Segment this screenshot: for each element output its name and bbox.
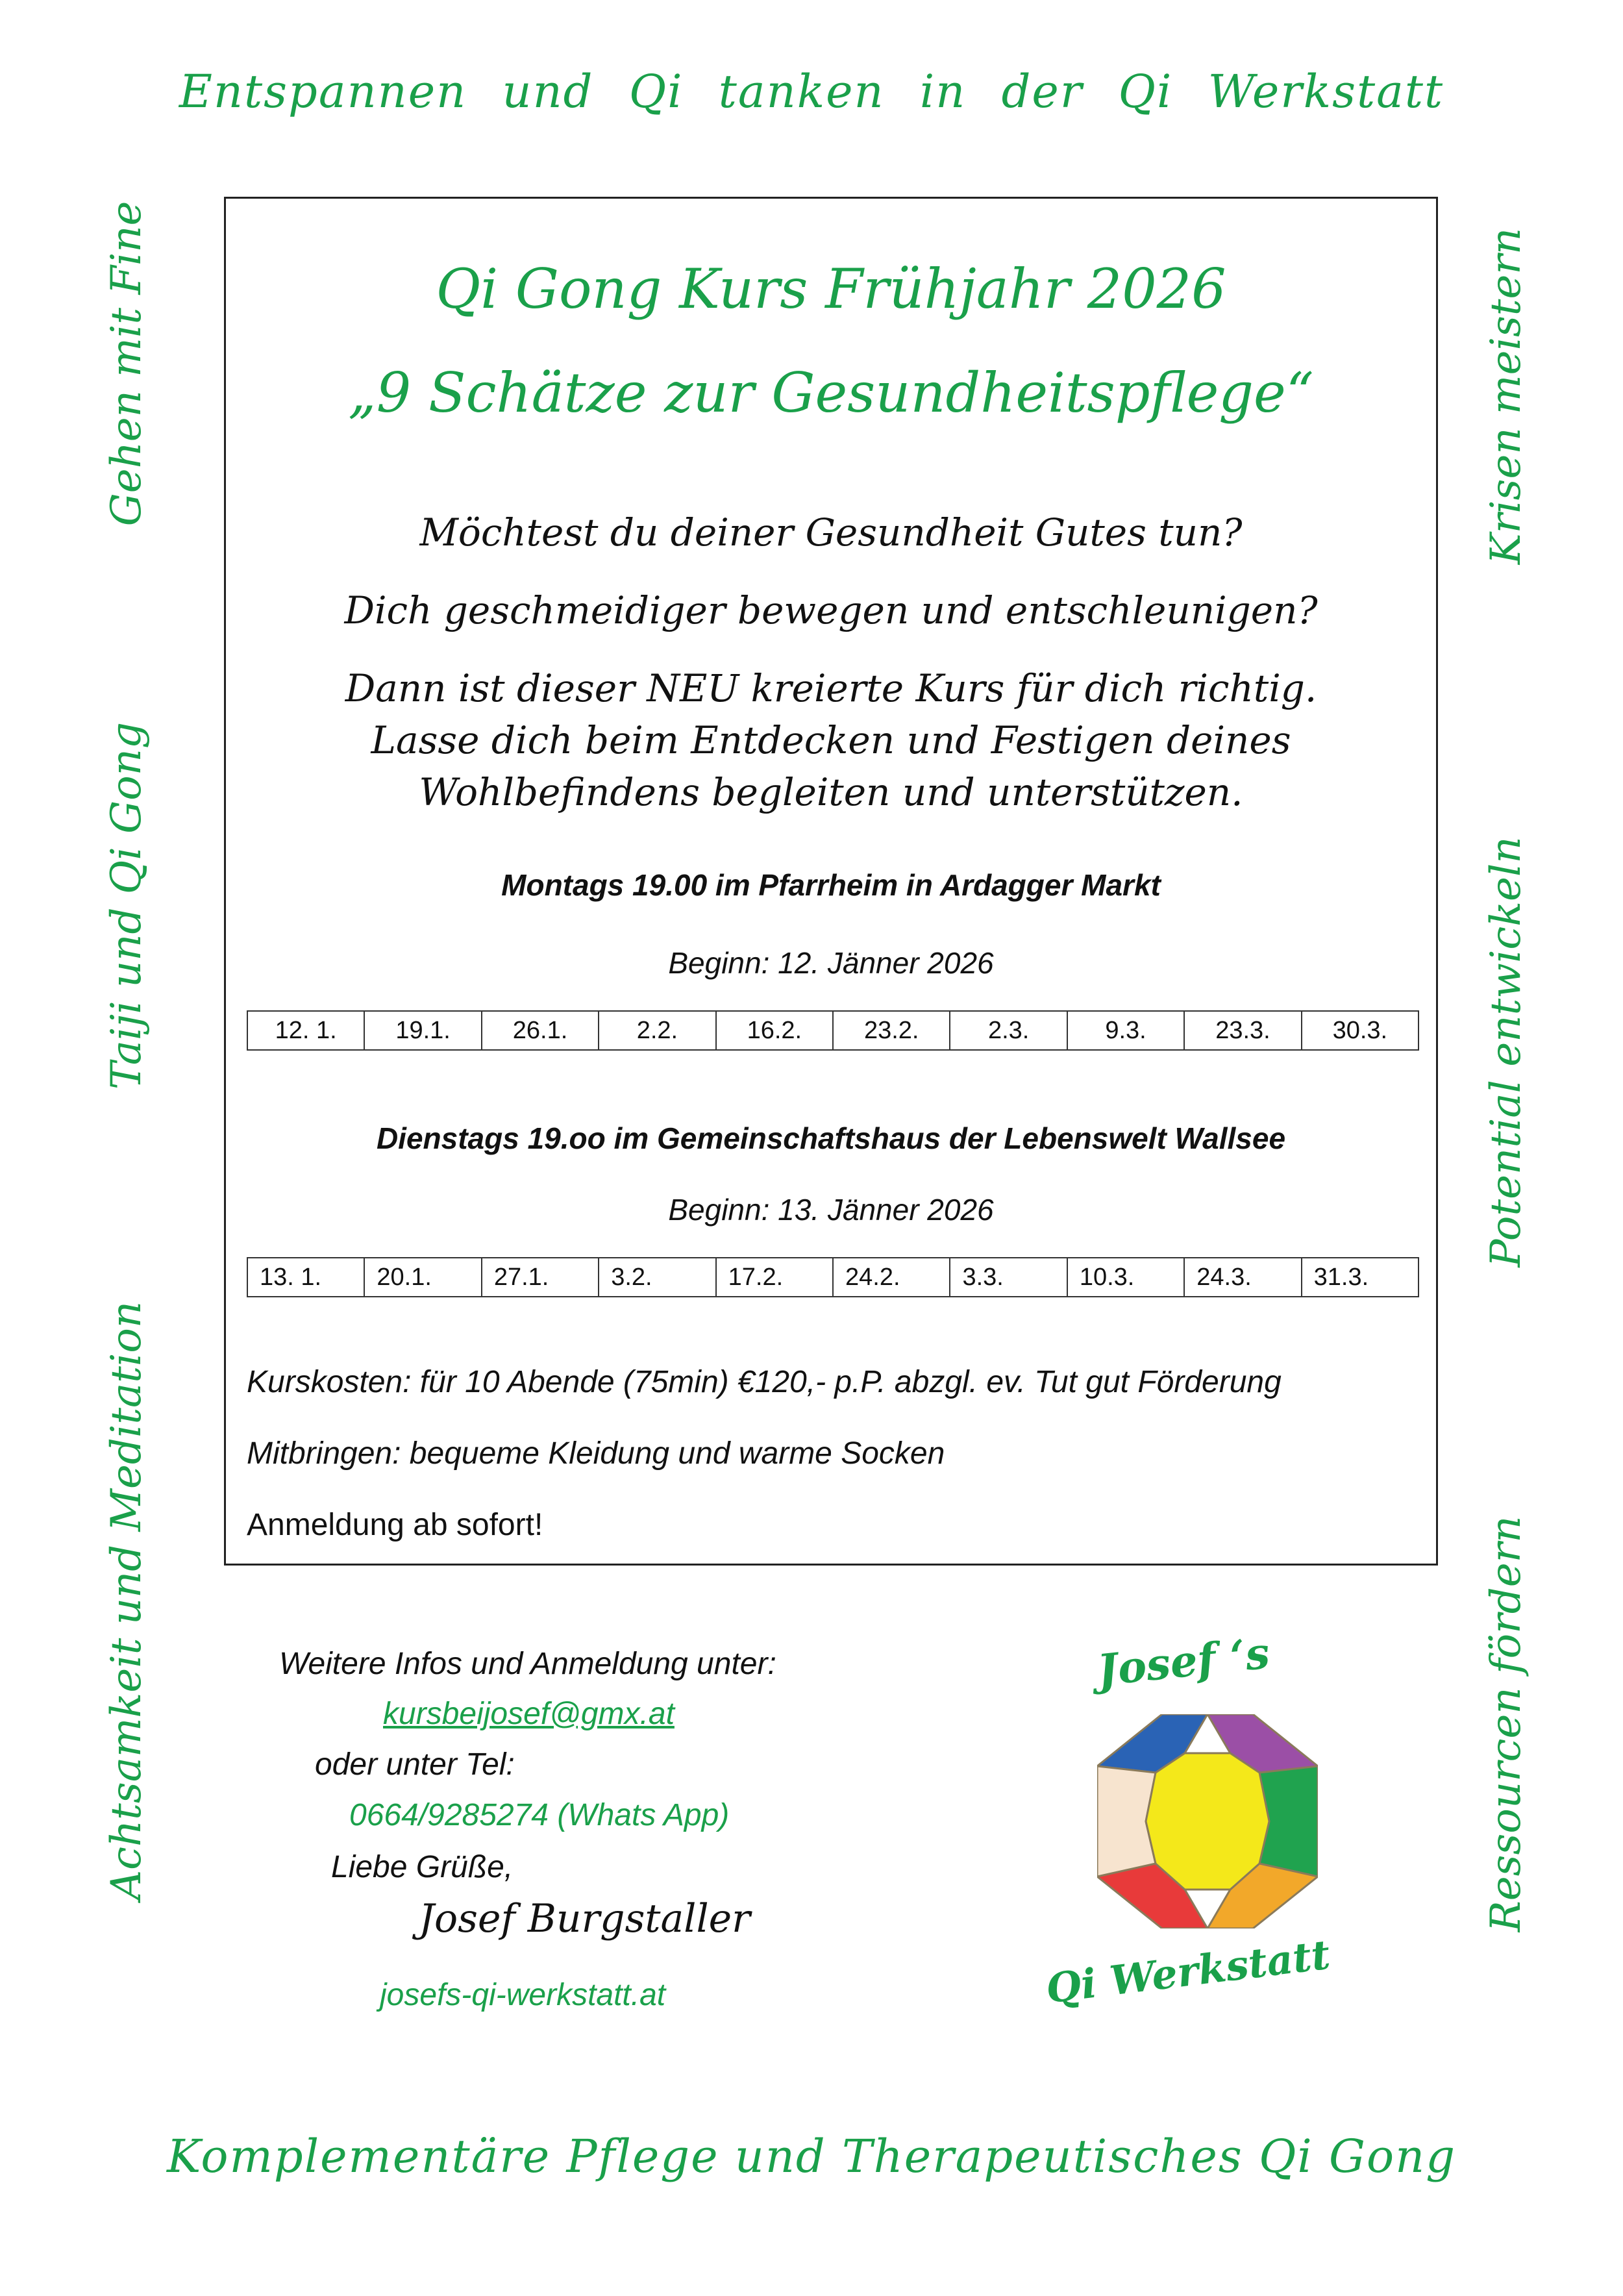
monday-dates-table <box>247 1010 1419 1051</box>
course-info-box <box>224 197 1438 1566</box>
tuesday-date-cell: 24.3. <box>1185 1258 1302 1296</box>
monday-date-cell: 9.3. <box>1068 1012 1185 1049</box>
tuesday-date-cell: 3.3. <box>950 1258 1067 1296</box>
monday-begin: Beginn: 12. Jänner 2026 <box>668 946 994 980</box>
registration-note: Anmeldung ab sofort! <box>247 1508 543 1542</box>
monday-date-cell: 16.2. <box>717 1012 834 1049</box>
bring-items: Mitbringen: bequeme Kleidung und warme Socken <box>247 1436 945 1471</box>
side-text-right-bottom: Ressourcen fördern <box>1482 1516 1530 1932</box>
monday-date-cell: 23.2. <box>834 1012 950 1049</box>
tuesday-date-cell: 27.1. <box>482 1258 599 1296</box>
logo-segment-yellow <box>1146 1753 1269 1890</box>
monday-date-cell: 2.2. <box>599 1012 716 1049</box>
tuesday-date-cell: 24.2. <box>834 1258 950 1296</box>
tuesday-title: Dienstags 19.oo im Gemeinschaftshaus der Lebenswelt Wallsee <box>376 1121 1286 1155</box>
course-title: Qi Gong Kurs Frühjahr 2026 <box>436 257 1226 321</box>
hexagon-logo-icon <box>1097 1714 1318 1928</box>
tuesday-date-cell: 31.3. <box>1313 1263 1369 1291</box>
contact-intro: Weitere Infos und Anmeldung unter: <box>279 1647 776 1681</box>
greeting: Liebe Grüße, <box>331 1850 514 1884</box>
tuesday-begin: Beginn: 13. Jänner 2026 <box>668 1193 994 1227</box>
tuesday-dates-table <box>247 1257 1419 1297</box>
side-text-right-middle: Potential entwickeln <box>1482 836 1530 1267</box>
top-banner: Entspannen und Qi tanken in der Qi Werkstatt <box>179 65 1444 118</box>
tuesday-date-cell: 20.1. <box>365 1258 482 1296</box>
monday-date-cell: 26.1. <box>482 1012 599 1049</box>
bottom-banner: Komplementäre Pflege und Therapeutisches Qi Gong <box>167 2130 1456 2183</box>
website-link[interactable]: josefs-qi-werkstatt.at <box>380 1978 666 2012</box>
phone-intro: oder unter Tel: <box>315 1747 515 1782</box>
side-text-left-middle: Taiji und Qi Gong <box>103 722 151 1090</box>
tuesday-date-cell: 10.3. <box>1068 1258 1185 1296</box>
email-link[interactable]: kursbeijosef@gmx.at <box>383 1697 675 1731</box>
intro-line-3: Dann ist dieser NEU kreierte Kurs für dich richtig. <box>345 666 1317 710</box>
phone-number[interactable]: 0664/9285274 (Whats App) <box>349 1798 730 1832</box>
intro-line-5: Wohlbefindens begleiten und unterstützen. <box>419 770 1243 814</box>
side-text-left-bottom: Achtsamkeit und Meditation <box>103 1301 151 1901</box>
tuesday-date-cell: 17.2. <box>717 1258 834 1296</box>
side-text-left-top: Gehen mit Fine <box>103 201 151 527</box>
course-costs: Kurskosten: für 10 Abende (75min) €120,- p.P. abzgl. ev. Tut gut Förderung <box>247 1365 1282 1399</box>
course-subtitle: „9 Schätze zur Gesundheitspflege“ <box>348 361 1314 425</box>
monday-date-cell: 23.3. <box>1185 1012 1302 1049</box>
monday-date-cell: 2.3. <box>950 1012 1067 1049</box>
intro-line-1: Möchtest du deiner Gesundheit Gutes tun? <box>419 510 1243 555</box>
tuesday-date-cell: 13. 1. <box>248 1258 365 1296</box>
tuesday-date-cell: 3.2. <box>599 1258 716 1296</box>
signature: Josef Burgstaller <box>419 1896 750 1941</box>
monday-date-cell: 19.1. <box>365 1012 482 1049</box>
logo-top-text: Josef ‘s <box>1095 1627 1272 1696</box>
side-text-right-top: Krisen meistern <box>1482 227 1530 565</box>
intro-line-4: Lasse dich beim Entdecken und Festigen deines <box>371 718 1291 762</box>
monday-date-cell: 30.3. <box>1332 1016 1388 1044</box>
monday-date-cell: 12. 1. <box>248 1012 365 1049</box>
intro-line-2: Dich geschmeidiger bewegen und entschleunigen? <box>344 588 1318 632</box>
logo-bottom-text: Qi Werkstatt <box>1043 1930 1333 2013</box>
monday-title: Montags 19.00 im Pfarrheim in Ardagger Markt <box>501 868 1161 902</box>
